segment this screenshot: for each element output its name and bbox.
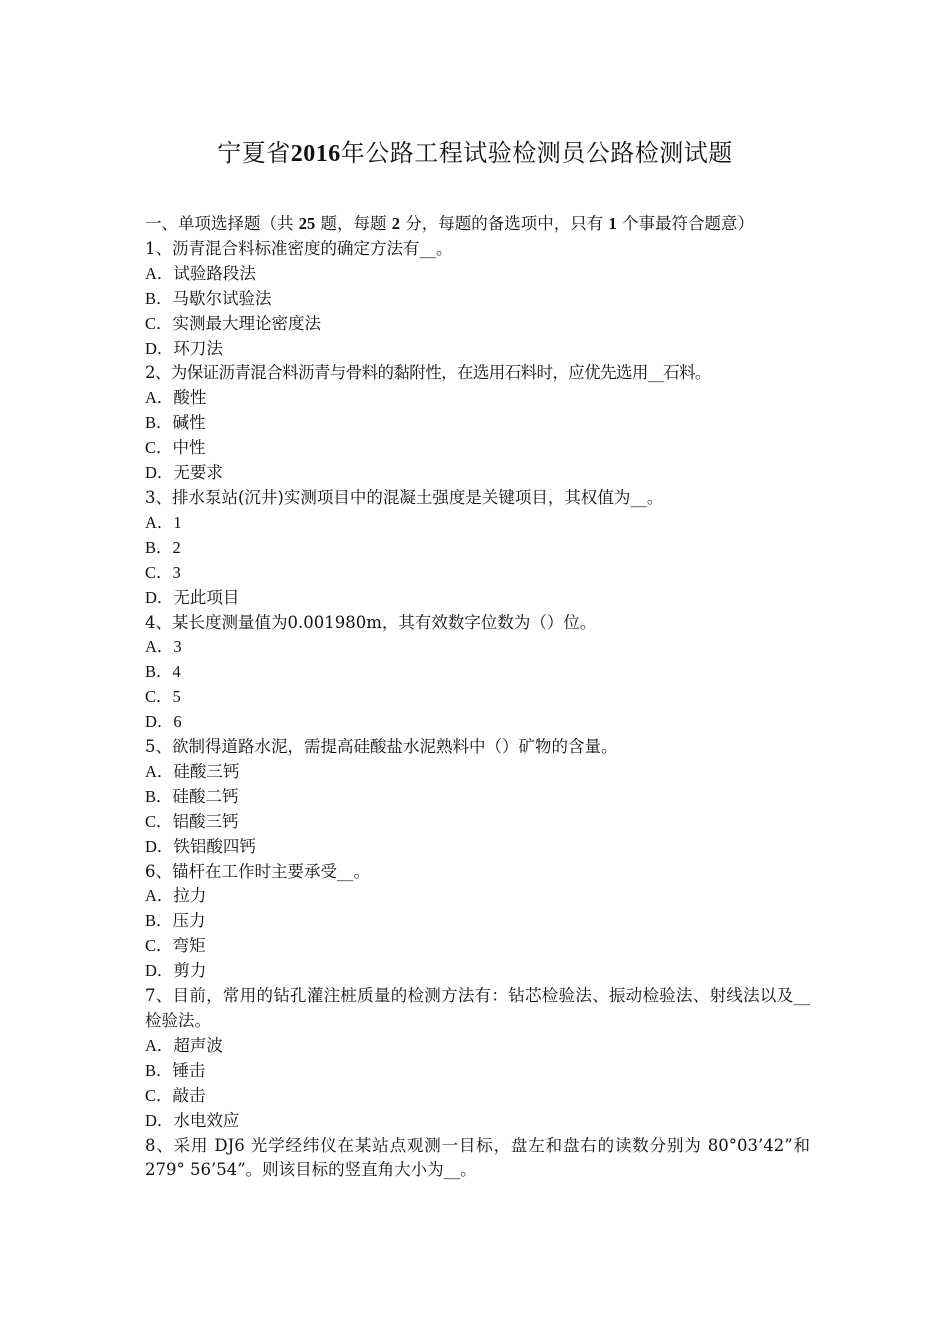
option-letter: D． — [145, 463, 174, 483]
option-text: 环刀法 — [173, 338, 223, 358]
question-8-stem: 8、采用 DJ6 光学经纬仪在某站点观测一目标，盘左和盘右的读数分别为 80°03’42”和 279° 56’54”。则该目标的竖直角大小为__。 — [145, 1135, 810, 1180]
question-3-option-a — [145, 511, 810, 536]
document-title — [0, 136, 950, 171]
question-6-option-a — [145, 884, 810, 909]
option-text: 试验路段法 — [173, 263, 256, 283]
section-count: 25 — [298, 214, 316, 233]
option-letter: C． — [145, 562, 173, 582]
option-text: 拉力 — [173, 886, 207, 906]
option-letter: B． — [145, 1060, 173, 1080]
option-text: 铁铝酸四钙 — [173, 836, 256, 856]
section-mid-2: 分，每题的备选项中，只有 — [405, 214, 604, 233]
question-6-stem: 6、锚杆在工作时主要承受__。 — [145, 861, 370, 881]
question-3-stem: 3、排水泵站(沉井)实测项目中的混凝土强度是关键项目，其权值为__。 — [145, 487, 664, 507]
question-1-option-a — [145, 262, 810, 287]
option-text: 无此项目 — [173, 587, 240, 607]
question-7-option-a — [145, 1034, 810, 1059]
option-letter: A． — [145, 263, 174, 283]
question-3-option-d — [145, 586, 810, 611]
title-part-1: 宁夏省 — [217, 139, 291, 167]
option-letter: C． — [145, 936, 173, 956]
question-6-option-b — [145, 909, 810, 934]
option-text: 实测最大理论密度法 — [172, 313, 322, 333]
title-part-2: 年公路工程试验检测员公路检测试题 — [340, 139, 733, 167]
option-text: 5 — [172, 687, 181, 707]
option-letter: C． — [145, 313, 173, 333]
question-1-stem: 1、沥青混合料标准密度的确定方法有__。 — [145, 238, 453, 258]
question-5-stem: 5、欲制得道路水泥，需提高硅酸盐水泥熟料中（）矿物的含量。 — [145, 737, 618, 757]
option-text: 碱性 — [172, 413, 206, 433]
question-5-option-d — [145, 835, 810, 860]
question-7-option-d — [145, 1109, 810, 1134]
option-letter: A． — [145, 388, 174, 408]
question-6-option-d — [145, 959, 810, 984]
option-text: 4 — [172, 662, 181, 682]
section-mid-1: 题，每题 — [320, 214, 387, 233]
question-list — [145, 212, 810, 1183]
option-text: 锤击 — [172, 1060, 206, 1080]
question-3-option-b — [145, 536, 810, 561]
option-letter: D． — [145, 836, 174, 856]
option-letter: D． — [145, 961, 174, 981]
option-text: 敲击 — [172, 1085, 206, 1105]
option-text: 3 — [172, 562, 181, 582]
option-text: 铝酸三钙 — [172, 811, 239, 831]
question-2-stem: 2、为保证沥青混合料沥青与骨料的黏附性，在选用石料时，应优先选用__石料。 — [145, 363, 711, 383]
question-3-option-c — [145, 561, 810, 586]
option-letter: D． — [145, 587, 174, 607]
option-letter: A． — [145, 512, 174, 532]
option-letter: C． — [145, 438, 173, 458]
option-letter: C． — [145, 687, 173, 707]
option-letter: C． — [145, 811, 173, 831]
question-5-option-c — [145, 810, 810, 835]
option-letter: D． — [145, 712, 174, 732]
section-score: 2 — [391, 214, 400, 233]
option-text: 1 — [173, 512, 182, 532]
option-letter: B． — [145, 662, 173, 682]
option-letter: A． — [145, 886, 174, 906]
option-text: 硅酸二钙 — [172, 786, 239, 806]
question-4-option-b — [145, 660, 810, 685]
question-4-option-c — [145, 685, 810, 710]
option-text: 超声波 — [173, 1035, 223, 1055]
question-2-option-b — [145, 411, 810, 436]
question-1-option-c — [145, 312, 810, 337]
question-7-stem: 7、目前，常用的钻孔灌注桩质量的检测方法有：钻芯检验法、振动检验法、射线法以及__检验法。 — [145, 986, 810, 1030]
option-text: 压力 — [172, 911, 206, 931]
option-letter: A． — [145, 761, 174, 781]
question-4-option-a — [145, 635, 810, 660]
question-7-option-b — [145, 1059, 810, 1084]
question-4-stem: 4、某长度测量值为0.001980m，其有效数字位数为（）位。 — [145, 612, 597, 632]
option-text: 硅酸三钙 — [173, 761, 240, 781]
question-5-option-b — [145, 785, 810, 810]
title-year: 2016 — [290, 141, 341, 167]
section-heading — [145, 212, 810, 237]
question-6-option-c — [145, 934, 810, 959]
question-2-option-d — [145, 461, 810, 486]
option-letter: B． — [145, 911, 173, 931]
option-text: 弯矩 — [172, 936, 206, 956]
option-letter: B． — [145, 413, 173, 433]
option-text: 剪力 — [173, 961, 207, 981]
option-text: 马歇尔试验法 — [172, 288, 272, 308]
section-prefix: 一、单项选择题（共 — [145, 214, 294, 233]
option-text: 无要求 — [173, 463, 223, 483]
option-letter: A． — [145, 1035, 174, 1055]
option-text: 水电效应 — [173, 1110, 240, 1130]
option-letter: B． — [145, 786, 173, 806]
question-2-option-c — [145, 436, 810, 461]
option-text: 3 — [173, 637, 182, 657]
option-letter: B． — [145, 537, 173, 557]
question-2-option-a — [145, 386, 810, 411]
section-suffix: 个事最符合题意） — [622, 214, 754, 233]
option-text: 酸性 — [173, 388, 207, 408]
option-text: 中性 — [172, 438, 206, 458]
question-4-option-d — [145, 710, 810, 735]
option-letter: B． — [145, 288, 173, 308]
question-1-option-b — [145, 287, 810, 312]
question-5-option-a — [145, 760, 810, 785]
question-1-option-d — [145, 337, 810, 362]
question-7-option-c — [145, 1084, 810, 1109]
option-text: 6 — [173, 712, 182, 732]
option-letter: C． — [145, 1085, 173, 1105]
option-text: 2 — [172, 537, 181, 557]
option-letter: D． — [145, 338, 174, 358]
option-letter: D． — [145, 1110, 174, 1130]
section-one: 1 — [608, 214, 617, 233]
option-letter: A． — [145, 637, 174, 657]
